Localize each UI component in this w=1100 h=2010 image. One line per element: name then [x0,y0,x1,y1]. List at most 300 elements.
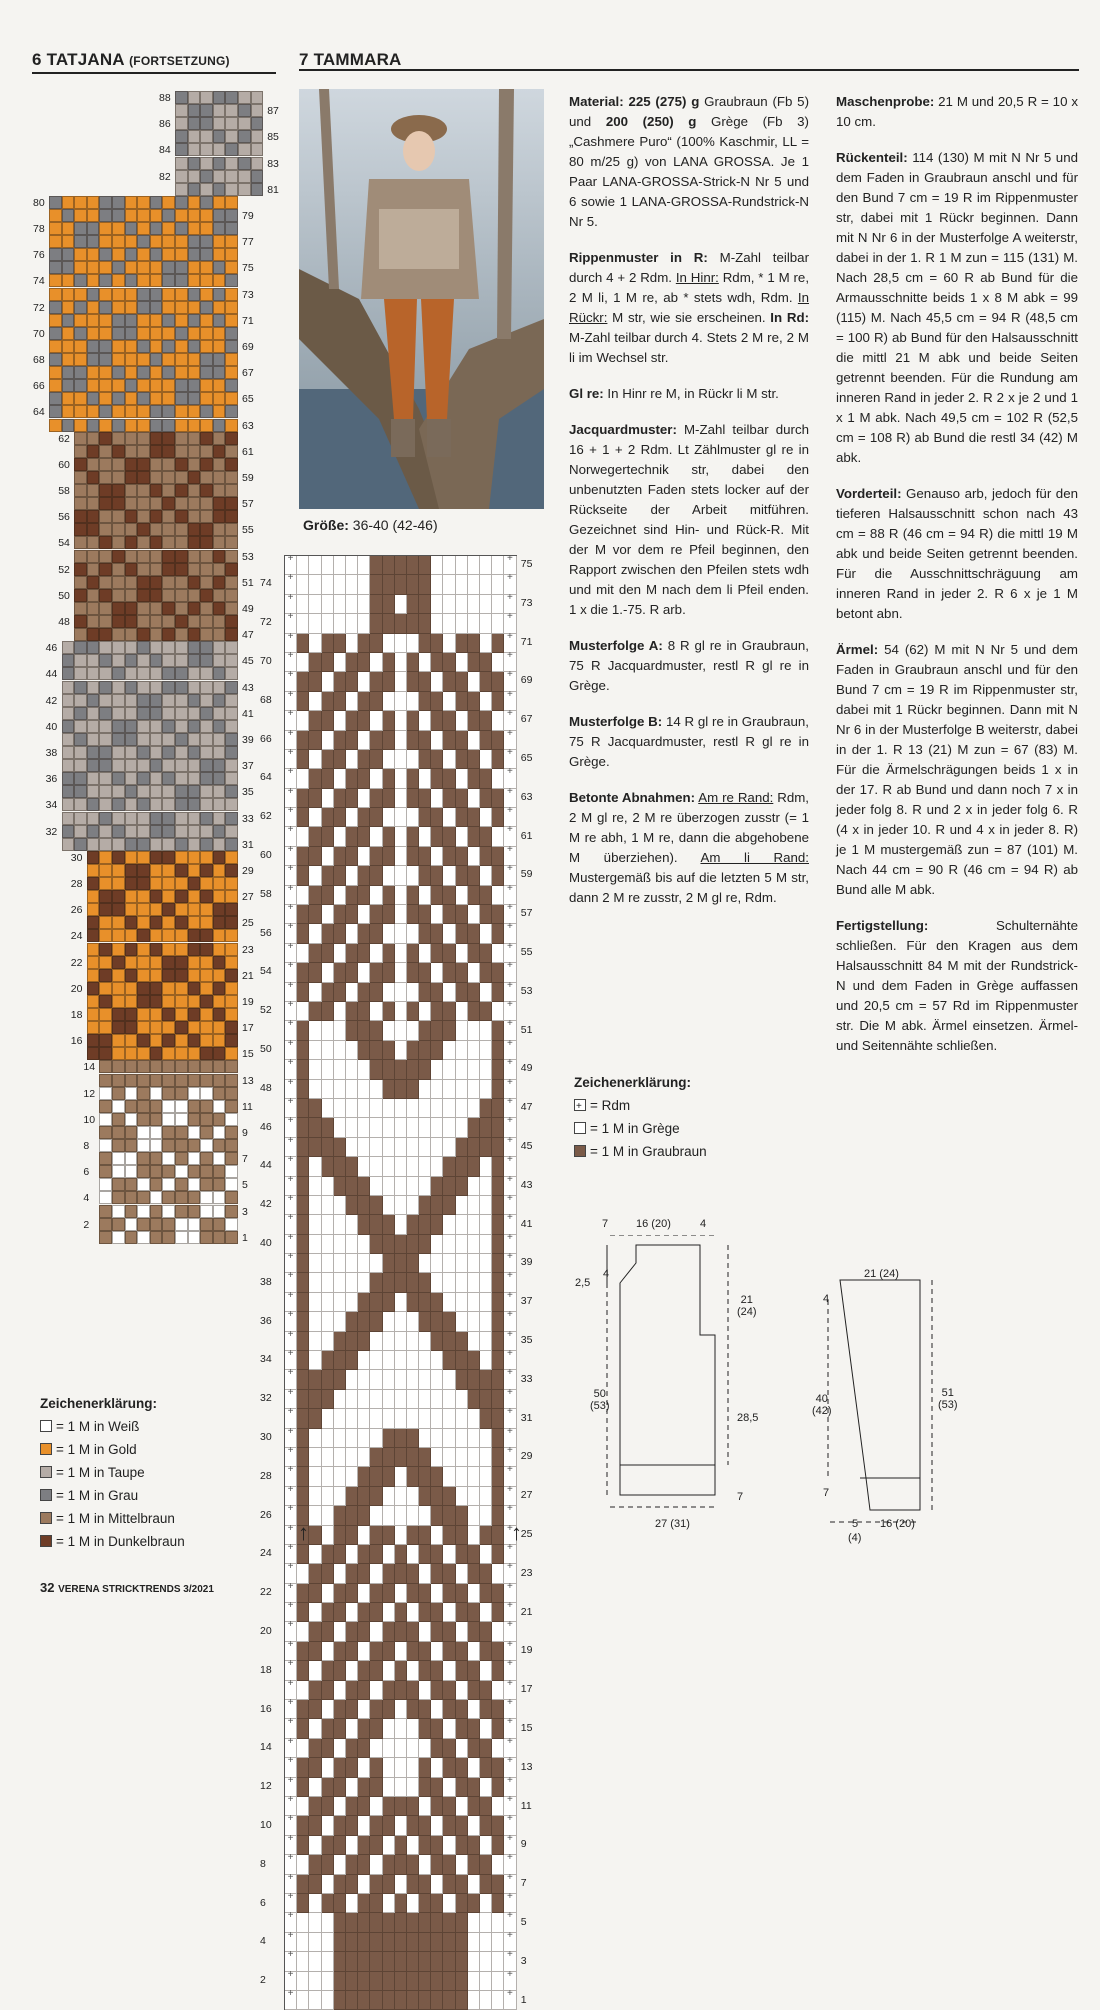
chart-cell [74,196,87,209]
sleeve-schematic-drawing [820,1270,950,1530]
chart-cell [346,575,358,594]
row-number: 8 [260,1857,266,1870]
chart-cell [358,731,370,750]
chart-cell [443,1797,455,1816]
chart-cell [225,929,238,942]
chart-cell [480,1021,492,1040]
chart-cell [125,1060,138,1073]
legend-item-label: = 1 M in Grau [56,1488,139,1503]
chart-cell [175,995,188,1008]
chart-cell [456,1855,468,1874]
chart-cell [468,1506,480,1525]
chart-cell [112,969,125,982]
chart-cell [456,1797,468,1816]
chart-cell [175,419,188,432]
chart-cell [62,261,75,274]
chart-cell [225,523,238,536]
chart-cell [419,1564,431,1583]
row-number: 12 [260,1780,272,1793]
chart-cell [162,379,175,392]
chart-cell [225,484,238,497]
chart-cell [358,1177,370,1196]
size-caption-label: Größe: [303,517,349,533]
chart-cell [112,576,125,589]
chart-cell [431,1177,443,1196]
chart-cell [407,1933,419,1952]
chart-cell [162,288,175,301]
chart-cell [395,1661,407,1680]
chart-cell [480,575,492,594]
chart-cell [309,1448,321,1467]
chart-cell [175,274,188,287]
chart-cell [99,641,112,654]
chart-cell [492,1603,504,1622]
chart-cell [407,847,419,866]
chart-cell [419,672,431,691]
chart-cell [200,1100,213,1113]
chart-cell [407,1118,419,1137]
chart-cell [175,746,188,759]
chart-cell [480,1700,492,1719]
chart-cell [125,694,138,707]
chart-cell [74,392,87,405]
chart-cell [297,653,309,672]
chart-cell [225,1008,238,1021]
chart-cell [225,314,238,327]
chart-cell [383,731,395,750]
chart-cell [112,392,125,405]
chart-cell [358,1972,370,1991]
chart-cell [456,924,468,943]
chart-cell [480,905,492,924]
chart-cell [431,1894,443,1913]
chart-cell [309,886,321,905]
chart-cell [492,634,504,653]
meas-bottom: 27 (31) [655,1518,690,1530]
chart-cell [188,458,201,471]
chart-cell [225,576,238,589]
chart-cell [99,1021,112,1034]
chart-cell [395,1894,407,1913]
chart-cell [188,916,201,929]
chart-cell [162,1060,175,1073]
chart-cell [419,1021,431,1040]
chart-cell [431,595,443,614]
chart-cell [358,1487,370,1506]
chart-cell [188,681,201,694]
chart-cell [431,634,443,653]
chart-cell [150,628,163,641]
chart-cell [213,327,226,340]
chart-cell [492,1390,504,1409]
row-number: 4 [83,1192,90,1205]
chart-cell [309,1332,321,1351]
chart-cell [431,1642,443,1661]
chart-cell [297,1952,309,1971]
chart-cell [62,733,75,746]
chart-cell [468,1196,480,1215]
chart-cell [125,248,138,261]
chart-cell [62,235,75,248]
chart-cell [346,692,358,711]
chart-cell [395,614,407,633]
chart-cell [358,692,370,711]
chart-cell [419,1816,431,1835]
chart-cell [456,1526,468,1545]
chart-cell [162,733,175,746]
chart-cell [370,1273,382,1292]
chart-cell [188,117,201,130]
chart-cell [456,1700,468,1719]
chart-cell [297,750,309,769]
chart-cell [407,1177,419,1196]
chart-cell [125,785,138,798]
chart-cell [175,261,188,274]
chart-cell [480,1118,492,1137]
chart-cell [443,750,455,769]
chart-cell [112,274,125,287]
chart-cell [225,143,238,156]
chart-cell [407,1603,419,1622]
chart-cell [99,248,112,261]
chart-cell [322,1894,334,1913]
chart-cell [213,602,226,615]
chart-cell [395,731,407,750]
chart-cell [225,694,238,707]
chart-cell [225,720,238,733]
chart-cell [309,1215,321,1234]
chart-cell [346,866,358,885]
chart-cell [137,1152,150,1165]
chart-cell [137,314,150,327]
chart-cell [137,707,150,720]
chart-cell [346,769,358,788]
chart-cell [322,1584,334,1603]
chart-cell [200,838,213,851]
chart-cell [137,877,150,890]
row-number: 75 [242,262,254,275]
chart-cell [175,1113,188,1126]
chart-cell [334,634,346,653]
chart-cell [395,1099,407,1118]
chart-cell [309,1312,321,1331]
chart-cell [443,1177,455,1196]
chart-cell [492,924,504,943]
chart-cell [492,672,504,691]
chart-cell [358,1215,370,1234]
chart-cell [150,759,163,772]
chart-cell [322,1933,334,1952]
chart-cell [125,471,138,484]
chart-cell [200,235,213,248]
chart-cell [297,711,309,730]
row-number: 45 [520,1140,533,1152]
chart-cell [87,628,100,641]
chart-cell [188,183,201,196]
chart-cell [162,1074,175,1087]
chart-cell [150,654,163,667]
chart-cell [162,916,175,929]
chart-cell [395,1487,407,1506]
chart-cell [395,1312,407,1331]
chart-cell [468,1021,480,1040]
chart-cell [188,667,201,680]
chart-cell [225,458,238,471]
chart-cell [74,812,87,825]
chart-cell [213,707,226,720]
chart-cell [175,1126,188,1139]
chart-cell [468,750,480,769]
chart-cell [137,366,150,379]
chart-cell [309,1622,321,1641]
chart-cell [213,1074,226,1087]
chart-cell [99,877,112,890]
chart-cell [309,1293,321,1312]
chart-cell [87,576,100,589]
chart-cell [225,838,238,851]
chart-cell [468,1836,480,1855]
chart-cell [492,1138,504,1157]
row-number: 53 [242,550,254,563]
chart-cell [480,1991,492,2010]
chart-cell [125,484,138,497]
chart-cell [150,1152,163,1165]
chart-cell [150,943,163,956]
chart-cell [112,890,125,903]
chart-cell [175,1165,188,1178]
chart-cell [112,550,125,563]
chart-cell [431,1797,443,1816]
chart-cell [150,1100,163,1113]
chart-cell [309,1526,321,1545]
chart-cell [383,1041,395,1060]
chart-cell [162,274,175,287]
chart-cell [112,681,125,694]
chart-cell [125,327,138,340]
chart-cell [87,196,100,209]
chart-cell [99,550,112,563]
chart-cell [99,327,112,340]
chart-cell [383,1429,395,1448]
chart-cell [431,1080,443,1099]
header-tatjana [32,50,230,70]
chart-cell [175,1218,188,1231]
chart-cell [74,746,87,759]
chart-cell [358,1157,370,1176]
chart-cell [225,353,238,366]
chart-cell [407,672,419,691]
chart-cell [188,523,201,536]
chart-cell [383,1157,395,1176]
chart-cell [334,963,346,982]
chart-cell [175,1060,188,1073]
chart-cell [443,672,455,691]
chart-cell [443,1080,455,1099]
chart-cell [443,1603,455,1622]
chart-cell [87,890,100,903]
chart-cell [87,798,100,811]
chart-cell [225,550,238,563]
tammara-chart-grid [284,555,517,2010]
row-number: 7 [520,1877,527,1890]
chart-cell [334,1235,346,1254]
chart-cell [480,1312,492,1331]
chart-cell [468,924,480,943]
chart-cell [162,982,175,995]
chart-cell [200,327,213,340]
chart-cell [322,1002,334,1021]
row-number: 19 [242,995,254,1008]
chart-cell [74,314,87,327]
chart-cell [225,379,238,392]
row-number: 73 [520,596,533,609]
chart-cell [456,1429,468,1448]
chart-cell [175,1231,188,1244]
chart-cell [456,1312,468,1331]
row-number: 24 [260,1547,272,1560]
chart-cell [213,91,226,104]
chart-cell [456,1758,468,1777]
chart-cell [200,471,213,484]
chart-cell [74,536,87,549]
chart-cell [383,1836,395,1855]
row-number: 57 [242,498,254,511]
chart-cell [431,692,443,711]
chart-cell [407,1429,419,1448]
chart-cell [480,769,492,788]
chart-cell [251,117,264,130]
chart-cell [112,982,125,995]
chart-cell [431,1933,443,1952]
chart-cell [322,983,334,1002]
legend-item-label: = 1 M in Grège [590,1121,680,1136]
chart-cell [225,733,238,746]
chart-cell [383,1177,395,1196]
chart-cell [358,944,370,963]
chart-cell [334,1080,346,1099]
chart-cell [456,1080,468,1099]
row-number: 45 [242,655,254,668]
chart-cell [443,924,455,943]
row-number: 60 [260,849,272,861]
row-number: 50 [58,589,70,602]
chart-cell [175,681,188,694]
chart-cell [175,1178,188,1191]
chart-cell [213,222,226,235]
chart-cell [62,838,75,851]
chart-cell [346,1991,358,2010]
chart-cell [468,1933,480,1952]
chart-cell [370,1312,382,1331]
chart-cell [175,641,188,654]
magazine-name: VERENA STRICKTRENDS 3/2021 [58,1584,214,1595]
chart-cell [137,641,150,654]
chart-cell [74,825,87,838]
chart-cell [419,1177,431,1196]
chart-cell [213,733,226,746]
chart-cell [112,458,125,471]
chart-cell [87,641,100,654]
chart-cell [395,789,407,808]
chart-cell [297,1080,309,1099]
chart-cell [162,641,175,654]
chart-cell [443,1700,455,1719]
meas-sleeve-rib: 7 [823,1487,830,1499]
chart-cell [395,1448,407,1467]
row-number: 44 [260,1159,272,1172]
chart-cell [49,366,62,379]
chart-cell [87,943,100,956]
chart-cell [370,866,382,885]
chart-cell [213,419,226,432]
chart-cell [443,866,455,885]
chart-cell [456,711,468,730]
chart-cell [383,866,395,885]
chart-cell [150,209,163,222]
chart-cell [150,707,163,720]
chart-cell [407,1370,419,1389]
chart-cell [213,1126,226,1139]
chart-cell [334,866,346,885]
chart-cell [297,1991,309,2010]
chart-cell [297,1972,309,1991]
chart-cell [492,1622,504,1641]
chart-cell [443,1894,455,1913]
chart-cell [383,1215,395,1234]
chart-cell [370,1215,382,1234]
chart-cell [150,785,163,798]
row-number: 64 [33,406,45,419]
instruction-paragraph: Rückenteil: 114 (130) M mit N Nr 5 und dem Faden in Graubraun anschl und für den Bund 7 cm = 19 R im Rippenmuster str, dabei mit 1 Rückr beginnen. Dann mit N Nr 6 in der Musterfolge A weiterstr, dabei in der 1. R 1 M zun = 115 (131) M. Nach 28,5 cm = 60 R ab Bund für die Armausschnitte beids 1 x 8 M abk = 99 (115) M. Nach 45,5 cm = 94 R (48,5 cm = 100 R) ab Bund für den Halsausschnitt die mittl 21 M abk und beide Seiten getrennt beenden. Für die Rundung am inneren Rand in jeder 2. R 2 x je 2 und 1 x 1 M abk. Nach 49,5 cm = 102 R (52,5 cm = 108 R) ab Bund die restl 34 (42) M abk. [836,150,1078,465]
chart-cell [112,1034,125,1047]
row-number: 71 [242,314,254,327]
chart-cell [370,886,382,905]
chart-cell [407,1196,419,1215]
chart-cell [383,1894,395,1913]
chart-cell [188,759,201,772]
chart-cell [137,982,150,995]
chart-cell [213,379,226,392]
chart-cell [492,1448,504,1467]
chart-cell [99,956,112,969]
legend-tammara [574,1071,707,1163]
chart-cell [112,353,125,366]
material-paragraph: Material: 225 (275) g Graubraun (Fb 5) und 200 (250) g Grège (Fb 3) „Cashmere Puro“ (100% Kaschmir, LL = 80 m/25 g) von LANA GROSSA. Je 1 Paar LANA-GROSSA-Strick-N Nr 5 und 6 sowie 1 LANA-GROSSA-Rundstrick-N Nr 5. [569,94,809,229]
chart-cell [188,497,201,510]
chart-cell [443,1778,455,1797]
chart-cell [74,209,87,222]
chart-cell [456,789,468,808]
chart-cell [112,1126,125,1139]
chart-cell [334,1603,346,1622]
chart-cell [468,1778,480,1797]
chart-cell [468,1642,480,1661]
chart-cell [334,1390,346,1409]
chart-cell [125,235,138,248]
chart-cell [200,1191,213,1204]
chart-cell [456,1409,468,1428]
chart-cell [99,589,112,602]
chart-cell [468,1273,480,1292]
chart-cell [112,327,125,340]
chart-cell [480,672,492,691]
chart-cell [99,864,112,877]
chart-cell [112,929,125,942]
chart-cell [200,143,213,156]
chart-cell [492,1875,504,1894]
chart-cell [137,235,150,248]
chart-cell [309,1177,321,1196]
